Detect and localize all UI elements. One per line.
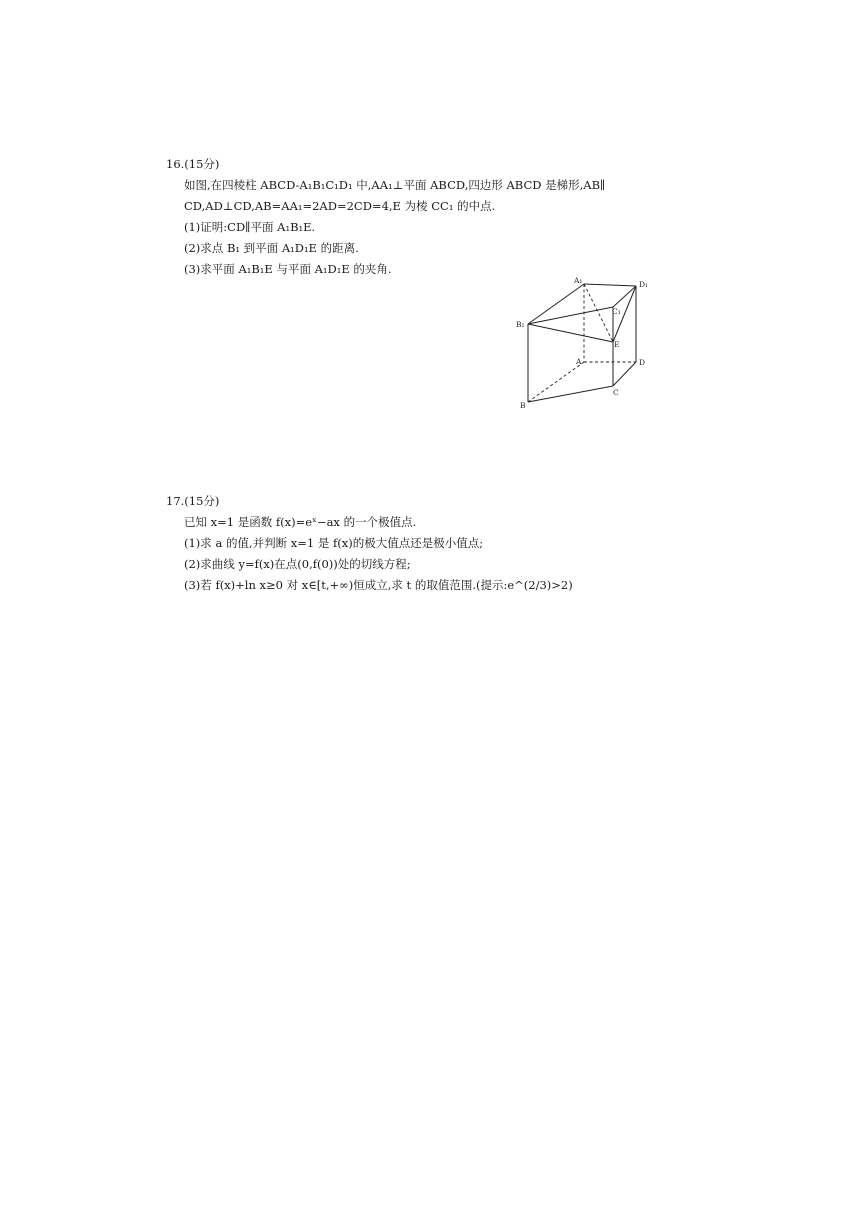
problem-16-header: 16.(15分) xyxy=(166,157,220,171)
prism-diagram xyxy=(514,274,664,414)
problem-17 xyxy=(166,491,686,596)
label-d: D xyxy=(639,358,646,367)
edge-c-d xyxy=(613,362,636,386)
prism-figure xyxy=(514,274,664,414)
edge-a1-d1 xyxy=(584,284,636,286)
problem-16-stem-line1: 如图,在四棱柱 ABCD-A₁B₁C₁D₁ 中,AA₁⊥平面 ABCD,四边形 ABCD 是梯形,AB∥ xyxy=(184,178,606,192)
label-d1: D₁ xyxy=(639,280,649,289)
problem-17-question-3: (3)若 f(x)+ln x≥0 对 x∈[t,+∞)恒成立,求 t 的取值范围.(提示:e^(2/3)>2) xyxy=(184,578,573,592)
problem-17-question-1: (1)求 a 的值,并判断 x=1 是 f(x)的极大值点还是极小值点; xyxy=(184,536,484,550)
problem-17-stem: 已知 x=1 是函数 f(x)=eˣ−ax 的一个极值点. xyxy=(184,515,417,529)
label-a1: A₁ xyxy=(574,276,583,285)
edge-b-c xyxy=(528,386,613,402)
segment-b1-e xyxy=(528,324,613,342)
problem-17-header: 17.(15分) xyxy=(166,494,220,508)
problem-17-question-2: (2)求曲线 y=f(x)在点(0,f(0))处的切线方程; xyxy=(184,557,411,571)
problem-16-question-1: (1)证明:CD∥平面 A₁B₁E. xyxy=(184,220,316,234)
problem-16-stem-line2: CD,AD⊥CD,AB=AA₁=2AD=2CD=4,E 为棱 CC₁ 的中点. xyxy=(184,199,496,213)
label-c1: C₁ xyxy=(612,307,621,316)
label-b1: B₁ xyxy=(516,320,525,329)
problem-16 xyxy=(166,154,686,280)
problem-16-question-3: (3)求平面 A₁B₁E 与平面 A₁D₁E 的夹角. xyxy=(184,262,392,276)
label-a: A xyxy=(576,357,582,366)
problem-16-question-2: (2)求点 B₁ 到平面 A₁D₁E 的距离. xyxy=(184,241,359,255)
label-c: C xyxy=(613,388,619,397)
edge-d1-c1 xyxy=(613,286,636,307)
hidden-edge-b-a xyxy=(528,362,584,402)
label-e: E xyxy=(614,340,620,349)
hidden-segment-a1-e xyxy=(584,284,613,342)
label-b: B xyxy=(520,401,526,410)
